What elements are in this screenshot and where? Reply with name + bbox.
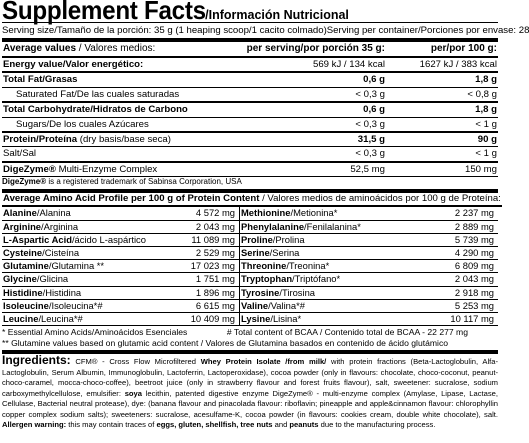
page-title: Supplement Facts <box>2 0 206 25</box>
amino-right-name: Valine/Valina*# <box>240 299 433 312</box>
amino-header-row <box>2 193 502 206</box>
amino-header-es: / Valores medios de aminoácidos por 100 g de Proteína: <box>259 193 501 205</box>
facts-label-header-es: / Valores medios: <box>76 43 156 55</box>
facts-row-digezyme: DigeZyme® Multi-Enzyme Complex 52,5 mg 150 mg <box>3 163 497 175</box>
amino-left-name: Alanine/Alanina <box>2 207 164 220</box>
facts-row-fat: Total Fat/Grasas 0,6 g 1,8 g <box>3 74 497 86</box>
amino-right-name: Lysine/Lisina* <box>240 313 433 326</box>
trademark-note: DigeZyme® is a registered trademark of Sabinsa Corporation, USA <box>2 177 242 187</box>
essential-note: * Essential Amino Acids/Aminoácidos Esenciales <box>2 327 188 338</box>
facts-row-saturated-fat: Saturated Fat/De las cuales saturadas < 0,3 g < 0,8 g <box>2 87 498 102</box>
amino-left-value: 4 572 mg <box>164 207 240 220</box>
amino-right-name: Serine/Serina <box>240 247 433 260</box>
amino-header: Average Amino Acid Profile per 100 g of Protein Content <box>3 193 260 205</box>
amino-right-name: Tryptophan/Triptófano* <box>240 273 433 286</box>
amino-left-value: 2 529 mg <box>164 247 240 260</box>
amino-row <box>2 286 498 299</box>
serving-info <box>2 23 529 37</box>
amino-left-name: L-Aspartic Acid/ácido L-aspártico <box>2 233 164 246</box>
amino-right-name: Phenylalanine/Fenilalanina* <box>240 220 433 233</box>
facts-col2-header: per/por 100 g: <box>430 43 497 55</box>
page-subtitle: /Información Nutricional <box>205 8 349 22</box>
amino-right-value: 2 918 mg <box>432 286 498 299</box>
amino-row <box>2 260 498 273</box>
amino-footnotes <box>2 327 498 338</box>
amino-left-name: Arginine/Arginina <box>2 220 164 233</box>
amino-right-value: 2 043 mg <box>432 273 498 286</box>
amino-left-name: Glycine/Glicina <box>2 273 164 286</box>
amino-left-name: Glutamine/Glutamina ** <box>2 260 164 273</box>
amino-row <box>2 233 498 246</box>
amino-right-name: Threonine/Treonina* <box>240 260 433 273</box>
nutrition-facts-table <box>2 42 498 176</box>
amino-right-value: 5 739 mg <box>432 233 498 246</box>
ingredients-heading: Ingredients: <box>2 353 71 368</box>
amino-left-value: 17 023 mg <box>164 260 240 273</box>
ingredients-text: Ingredients: CFM® - Cross Flow Microfiltered Whey Protein Isolate /from milk/ with protein fractions (Beta-Lactoglobulin, Alfa-Lactoglobulin, Serum Albumin, Immunoglobulin, Lactoferrin, Lactoperoxidase), cocoa powder (only in flavours: chocolate, choco-coconut, peanut-choco-caramel, mocca-choco-coffee), beetroot juice (only in strawberry flavour and forest fruits flavour), salt, sweetener: sucralose, sodium carboxymethylcellulose, emulsifier: soya lecithin, patented digestive enzyme DigeZyme® - multi-enzyme complex (Amylase, Lipase, Lactase, Cellulase, Bacterial neutral protease), dye: (banana flavour and pinacolada flavour: riboflavin; pineapple and apple&cinnamon flavour: chlorophyllin copper complex sodium salts); sweeteners: sucralose, acesulfame-K, cocoa powder (in flavours: cookies cream, double white chocolate), salt. Allergen warning: this may contain traces of eggs, gluten, shellfish, tree nuts and peanuts due to the manufacturing process. <box>2 350 498 431</box>
facts-label-header: Average values <box>3 43 77 55</box>
amino-right-value: 6 809 mg <box>432 260 498 273</box>
amino-right-value: 2 237 mg <box>432 207 498 220</box>
amino-left-value: 1 751 mg <box>164 273 240 286</box>
amino-right-value: 4 290 mg <box>432 247 498 260</box>
amino-left-name: Isoleucine/Isoleucina*# <box>2 299 164 312</box>
amino-right-value: 10 117 mg <box>432 313 498 326</box>
facts-row-sugars: Sugars/De los cuales Azúcares < 0,3 g < 1 g <box>2 117 498 132</box>
amino-left-name: Cysteine/Cisteína <box>2 247 164 260</box>
amino-right-name: Proline/Prolina <box>240 233 433 246</box>
facts-row-salt: Salt/Sal < 0,3 g < 1 g <box>2 147 498 162</box>
facts-col1-header: per serving/por porción 35 g: <box>246 43 385 55</box>
amino-acid-rows <box>2 207 498 326</box>
bcaa-note: # Total content of BCAA / Contenido total de BCAA - 22 277 mg <box>226 327 468 338</box>
amino-row <box>2 273 498 286</box>
amino-row <box>2 220 498 233</box>
facts-row-protein: Protein/Proteína (dry basis/base seca) 31,5 g 90 g <box>3 134 497 146</box>
allergen-warning: Allergen warning: <box>2 420 67 430</box>
amino-right-value: 2 889 mg <box>432 220 498 233</box>
facts-row-carbohydrate: Total Carbohydrate/Hidratos de Carbono 0,6 g 1,8 g <box>3 104 497 116</box>
title-row <box>2 0 498 25</box>
glutamine-note: ** Glutamine values based on glutamic acid content / Valores de Glutamina basados en contenido de ácido glutámico <box>2 337 449 348</box>
facts-header-row <box>2 42 498 57</box>
amino-row <box>2 207 498 220</box>
amino-left-value: 2 043 mg <box>164 220 240 233</box>
amino-left-value: 10 409 mg <box>164 313 240 326</box>
facts-row-energy: Energy value/Valor energético: 569 kJ / 134 kcal 1627 kJ / 383 kcal <box>2 57 498 72</box>
amino-left-value: 6 615 mg <box>164 299 240 312</box>
servings-per-container: Serving per container/Porciones por envase: 28 <box>326 25 529 36</box>
amino-row <box>2 247 498 260</box>
amino-left-value: 11 089 mg <box>164 233 240 246</box>
amino-left-name: Histidine/Histidina <box>2 286 164 299</box>
amino-left-name: Leucine/Leucina*# <box>2 313 164 326</box>
amino-right-value: 5 253 mg <box>432 299 498 312</box>
amino-left-value: 1 896 mg <box>164 286 240 299</box>
serving-size: Serving size/Tamaño de la porción: 35 g (1 heaping scoop/1 cacito colmado) <box>2 25 327 36</box>
amino-right-name: Methionine/Metionina* <box>240 207 433 220</box>
amino-right-name: Tyrosine/Tirosina <box>240 286 433 299</box>
amino-acid-table <box>2 193 502 207</box>
amino-row <box>2 299 498 312</box>
amino-row <box>2 313 498 326</box>
